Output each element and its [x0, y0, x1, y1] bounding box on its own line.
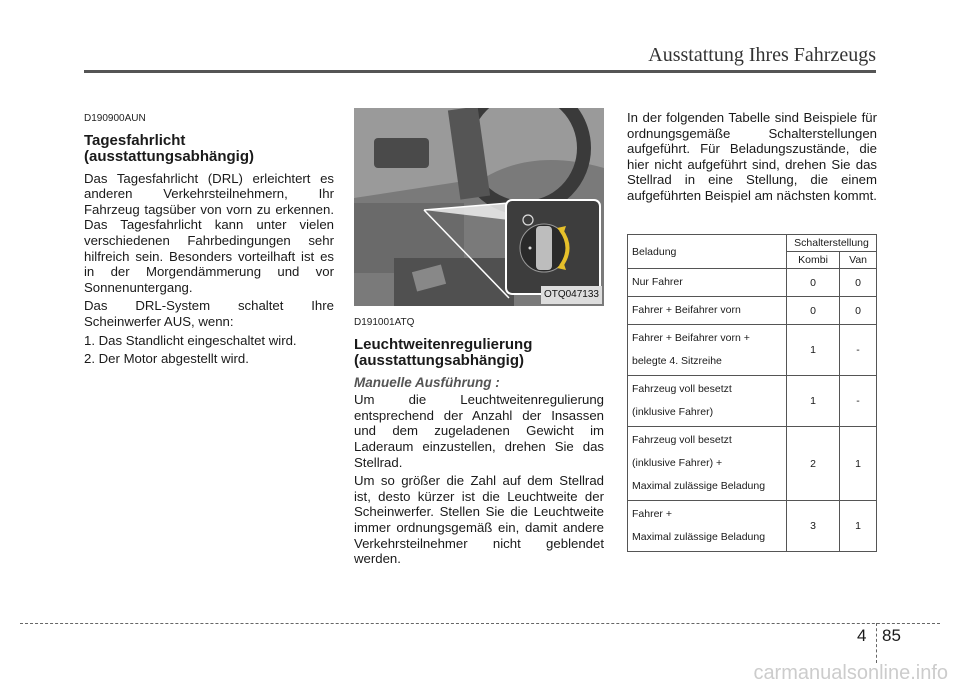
cell-line: Fahrer + Beifahrer vorn: [632, 304, 741, 316]
table-row: [628, 297, 877, 325]
paragraph: Das Tagesfahrlicht (DRL) erleichtert es anderen Verkehrsteilnehmern, Ihr Fahrzeug tagsüber von vorn zu erkennen. Das Tagesfahrlicht kann unter vielen verschiedenen Fahrbedingungen sehr hilfreich sein. Besonders vorteilhaft ist es in der Morgendämmerung und vor Sonnenuntergang.: [84, 170, 334, 295]
cell-load: [628, 427, 787, 501]
cell-kombi: 3: [787, 501, 840, 552]
cell-van: 1: [840, 427, 877, 501]
header-load: Beladung: [628, 235, 787, 269]
cell-van: 0: [840, 269, 877, 297]
image-caption: OTQ047133: [541, 286, 602, 304]
cell-van: 1: [840, 501, 877, 552]
load-switch-table: [627, 234, 877, 552]
dashboard-photo: [354, 108, 604, 306]
chapter-number: 4: [857, 626, 867, 645]
paragraph: In der folgenden Tabelle sind Beispiele für ordnungsgemäße Schalterstellungen aufgeführt. Für Beladungszustände, die hier nicht aufgeführt sind, drehen Sie das Stellrad in eine Stellung, die einem aufgeführten Beispiel am nächsten kommt.: [627, 110, 877, 203]
section-code: D191001ATQ: [354, 317, 415, 328]
cell-kombi: 1: [787, 376, 840, 427]
cell-load: [628, 269, 787, 297]
footer-rule: [20, 623, 940, 624]
table-row: [628, 501, 877, 552]
column-drl: [84, 108, 334, 370]
cell-line: Fahrzeug voll besetzt: [632, 434, 732, 446]
running-header-title: Ausstattung Ihres Fahrzeugs: [648, 44, 876, 66]
cell-kombi: 2: [787, 427, 840, 501]
cell-van: 0: [840, 297, 877, 325]
table-row: [628, 269, 877, 297]
column-table-intro: [627, 110, 877, 207]
page-number: 85: [882, 626, 901, 645]
cell-kombi: 1: [787, 325, 840, 376]
section-heading: Tagesfahrlicht (ausstattungsabhängig): [84, 131, 255, 165]
list-item: 1. Das Standlicht eingeschaltet wird.: [84, 332, 297, 348]
cell-line: Fahrer +: [632, 508, 672, 520]
header-kombi: Kombi: [787, 252, 840, 269]
column-headlight-leveling: [354, 108, 604, 570]
table-header-row: [628, 235, 877, 252]
cell-line: Maximal zulässige Beladung: [632, 531, 766, 543]
cell-line: (inklusive Fahrer): [632, 406, 714, 418]
dashboard-illustration: [354, 108, 604, 306]
subheading: Manuelle Ausführung :: [354, 374, 500, 390]
cell-line: Maximal zulässige Beladung: [632, 480, 766, 492]
watermark: carmanualsonline.info: [753, 662, 948, 684]
cell-load: [628, 297, 787, 325]
footer-separator: [876, 623, 877, 663]
list-item: 2. Der Motor abgestellt wird.: [84, 351, 249, 367]
cell-load: [628, 376, 787, 427]
header-switch-position: Schalterstellung: [787, 235, 877, 252]
cell-van: -: [840, 325, 877, 376]
cell-line: Fahrzeug voll besetzt: [632, 383, 732, 395]
cell-line: Nur Fahrer: [632, 276, 683, 288]
section-heading: Leuchtweitenregulierung (ausstattungsabhängig): [354, 335, 533, 369]
cell-van: -: [840, 376, 877, 427]
header-rule: [84, 70, 876, 73]
paragraph: Um so größer die Zahl auf dem Stellrad ist, desto kürzer ist die Leuchtweite der Scheinwerfer. Stellen Sie die Leuchtweite immer ordnungsgemäß ein, damit andere Verkehrsteilnehmer nicht geblendet werden.: [354, 473, 604, 567]
cell-line: (inklusive Fahrer) +: [632, 457, 723, 469]
cell-kombi: 0: [787, 269, 840, 297]
paragraph: Das DRL-System schaltet Ihre Scheinwerfer AUS, wenn:: [84, 298, 334, 329]
paragraph: Um die Leuchtweitenregulierung entsprechend der Anzahl der Insassen und dem zugeladenen Gewicht im Laderaum einzustellen, drehen Sie das Stellrad.: [354, 392, 604, 470]
cell-line: Fahrer + Beifahrer vorn +: [632, 332, 750, 344]
table-row: [628, 376, 877, 427]
cell-line: belegte 4. Sitzreihe: [632, 355, 722, 367]
table-row: [628, 325, 877, 376]
section-code: D190900AUN: [84, 113, 146, 124]
cell-load: [628, 501, 787, 552]
header-van: Van: [840, 252, 877, 269]
cell-load: [628, 325, 787, 376]
table-row: [628, 427, 877, 501]
cell-kombi: 0: [787, 297, 840, 325]
